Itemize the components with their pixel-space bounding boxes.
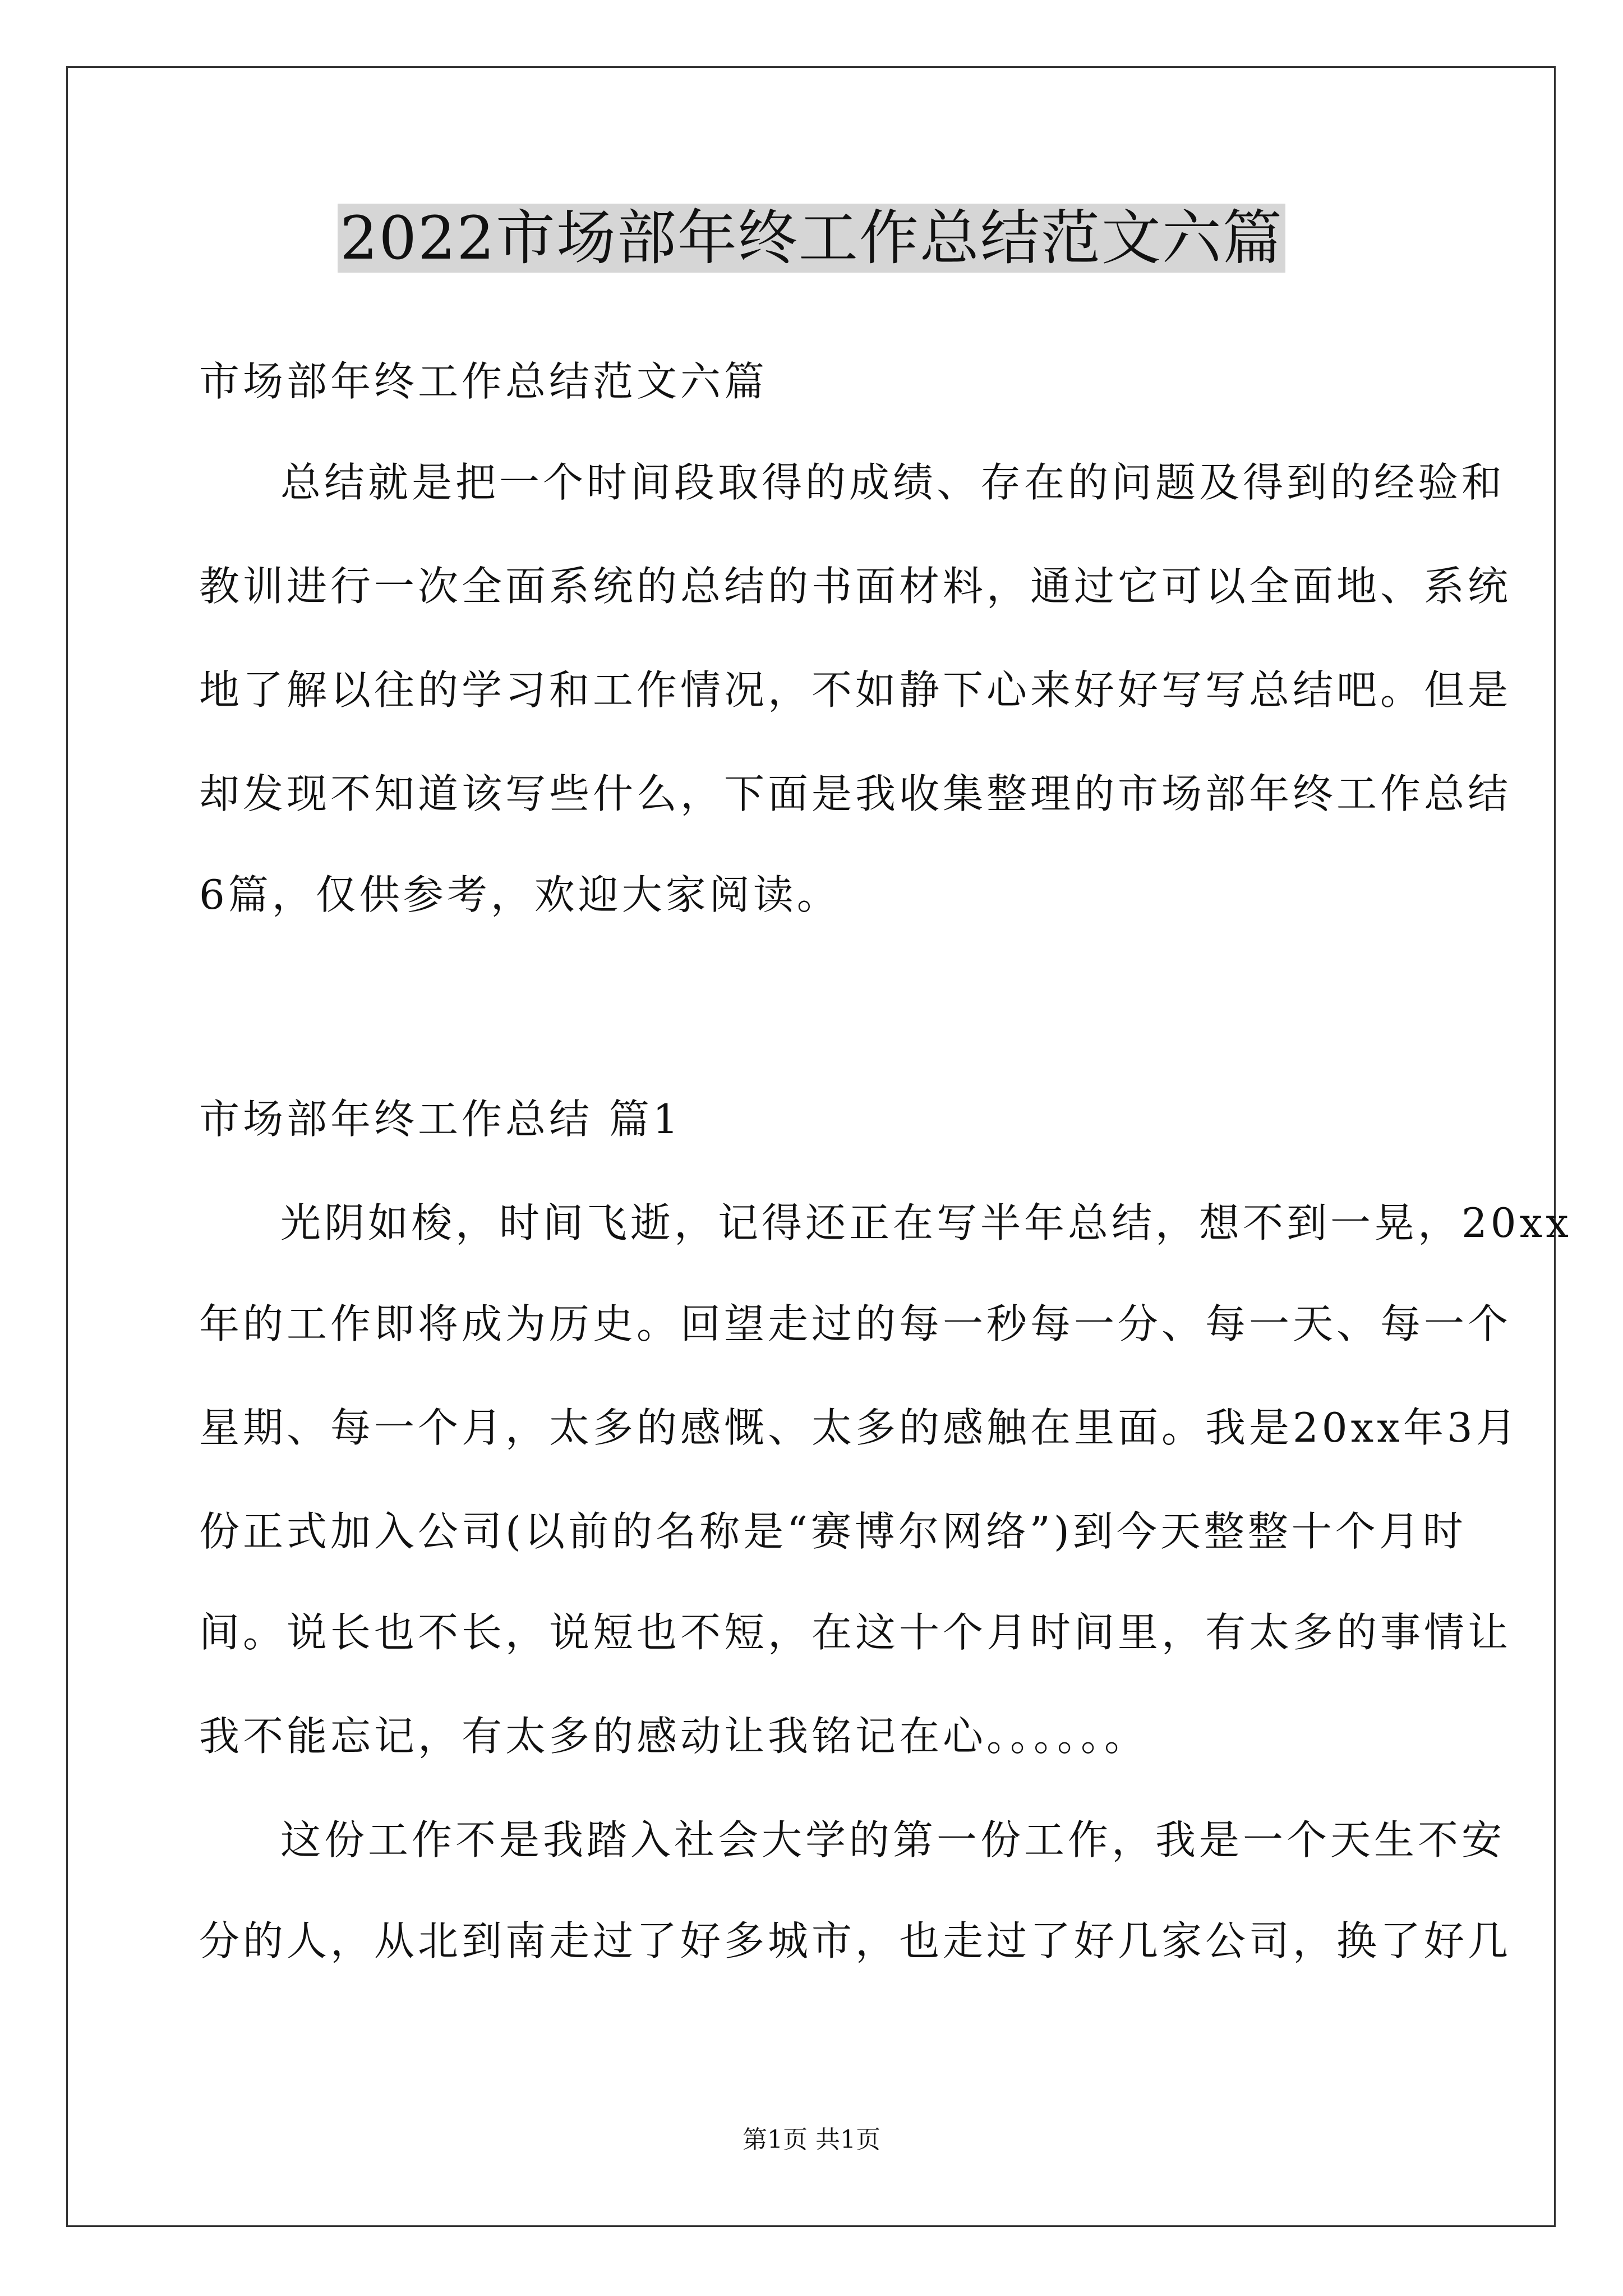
- para1-line-5: 间。说长也不长，说短也不短，在这十个月时间里，有太多的事情让: [199, 1609, 1512, 1656]
- section-heading: 市场部年终工作总结 篇1: [199, 1096, 682, 1143]
- para1-line-4: 份正式加入公司(以前的名称是“赛博尔网络”)到今天整整十个月时: [199, 1508, 1467, 1555]
- para2-line-2: 分的人，从北到南走过了好多城市，也走过了好几家公司，换了好几: [199, 1917, 1512, 1964]
- document-title-text: 2022市场部年终工作总结范文六篇: [338, 204, 1285, 273]
- para1-line-2: 年的工作即将成为历史。回望走过的每一秒每一分、每一天、每一个: [199, 1300, 1512, 1347]
- intro-line-3: 地了解以往的学习和工作情况，不如静下心来好好写写总结吧。但是: [199, 666, 1512, 714]
- page-footer: 第1页 共1页: [743, 2125, 880, 2154]
- document-subtitle: 市场部年终工作总结范文六篇: [199, 358, 768, 405]
- para2-line-1: 这份工作不是我踏入社会大学的第一份工作，我是一个天生不安: [280, 1816, 1506, 1864]
- intro-line-1: 总结就是把一个时间段取得的成绩、存在的问题及得到的经验和: [280, 459, 1506, 506]
- para1-line-3: 星期、每一个月，太多的感慨、太多的感触在里面。我是20xx年3月: [199, 1404, 1520, 1451]
- intro-line-5: 6篇，仅供参考，欢迎大家阅读。: [199, 871, 841, 918]
- intro-line-2: 教训进行一次全面系统的总结的书面材料，通过它可以全面地、系统: [199, 563, 1512, 610]
- document-title: [0, 199, 1623, 278]
- intro-line-4: 却发现不知道该写些什么，下面是我收集整理的市场部年终工作总结: [199, 770, 1512, 817]
- para1-line-1: 光阴如梭，时间飞逝，记得还正在写半年总结，想不到一晃，20xx: [280, 1199, 1572, 1246]
- para1-line-6: 我不能忘记，有太多的感动让我铭记在心。。。。。。: [199, 1713, 1149, 1760]
